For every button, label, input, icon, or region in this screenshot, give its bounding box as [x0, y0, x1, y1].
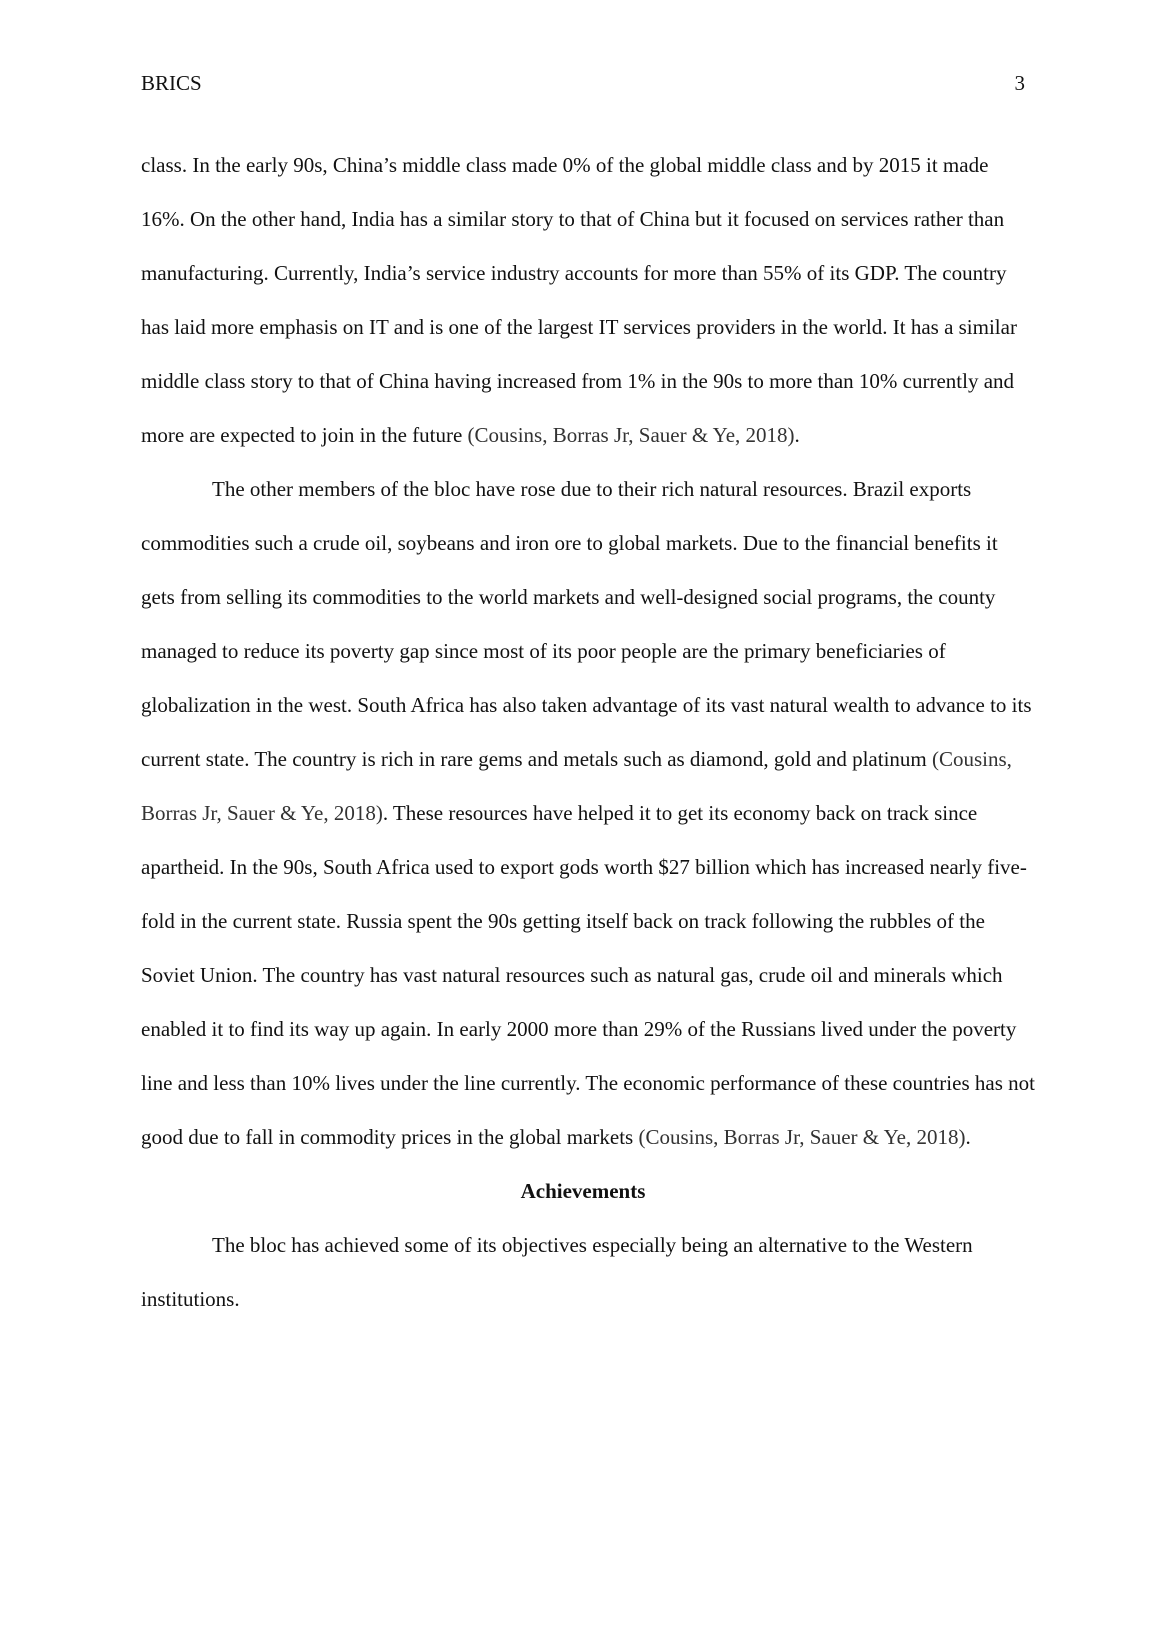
running-head: BRICS	[141, 71, 202, 95]
paragraph-achievements	[141, 1218, 1035, 1326]
citation: (Cousins, Borras Jr, Sauer & Ye, 2018)	[467, 423, 795, 447]
section-heading: Achievements	[520, 1179, 646, 1203]
page-number: 3	[1014, 71, 1025, 95]
paragraph-text: The other members of the bloc have rose due to their rich natural resources. Brazil exports commodities such a crude oil, soybeans and iron ore to global markets. Due to the financial benefits it gets from selling its commodities to the world markets and well-designed social programs, the county managed to reduce its poverty gap since most of its poor people are the primary beneficiaries of globalization in the west. South Africa has also taken advantage of its vast natural wealth to advance to its current state. The country is rich in rare gems and metals such as diamond, gold and platinum	[141, 477, 1032, 771]
paragraph-text: class. In the early 90s, China’s middle class made 0% of the global middle class and by 2015 it made 16%. On the other hand, India has a similar story to that of China but it focused on services rather than manufacturing. Currently, India’s service industry accounts for more than 55% of its GDP. The country has laid more emphasis on IT and is one of the largest IT services providers in the world. It has a similar middle class story to that of China having increased from 1% in the 90s to more than 10% currently and more are expected to join in the future	[141, 153, 1017, 447]
paragraph-end: .	[965, 1125, 971, 1149]
paragraph-natural-resources	[141, 462, 1035, 1164]
paragraph-text: . These resources have helped it to get its economy back on track since apartheid. In the 90s, South Africa used to export gods worth $27 billion which has increased nearly five-fold in the current state. Russia spent the 90s getting itself back on track following the rubbles of the Soviet Union. The country has vast natural resources such as natural gas, crude oil and minerals which enabled it to find its way up again. In early 2000 more than 29% of the Russians lived under the poverty line and less than 10% lives under the line currently. The economic performance of these countries has not good due to fall in commodity prices in the global markets	[141, 801, 1035, 1149]
citation: (Cousins, Borras Jr, Sauer & Ye, 2018)	[638, 1125, 966, 1149]
document-body	[141, 138, 1035, 1326]
paragraph-text: The bloc has achieved some of its objectives especially being an alternative to the Western institutions.	[141, 1233, 973, 1311]
citation: (Cousins, Borras Jr, Sauer & Ye, 2018)	[141, 747, 1012, 825]
paragraph-end: .	[794, 423, 800, 447]
paragraph-middle-class	[141, 138, 1035, 462]
